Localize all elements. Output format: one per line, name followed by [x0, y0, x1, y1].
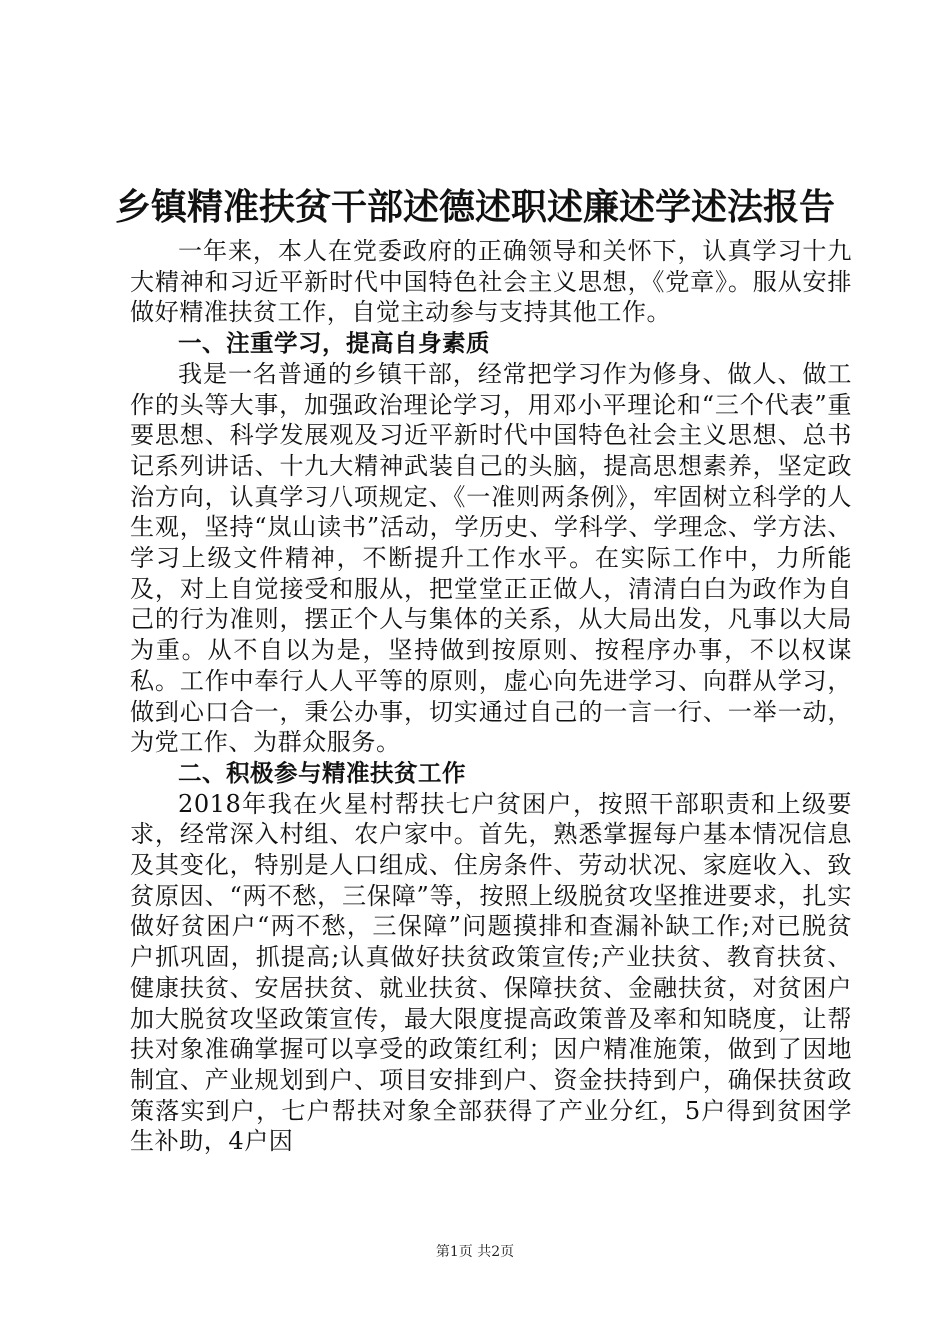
- section-paragraph-1: 我是一名普通的乡镇干部，经常把学习作为修身、做人、做工作的头等大事，加强政治理论学习，用邓小平理论和“三个代表”重要思想、科学发展观及习近平新时代中国特色社会主义思想、总书记系列讲话、十九大精神武装自己的头脑，提高思想素养，坚定政治方向，认真学习八项规定、《一准则两条例》，牢固树立科学的人生观，坚持“岚山读书”活动，学历史、学科学、学理念、学方法、学习上级文件精神，不断提升工作水平。在实际工作中，力所能及，对上自觉接受和服从，把堂堂正正做人，清清白白为政作为自己的行为准则，摆正个人与集体的关系，从大局出发，凡事以大局为重。从不自以为是，坚持做到按原则、按程序办事，不以权谋私。工作中奉行人人平等的原则，虚心向先进学习、向群从学习，做到心口合一，秉公办事，切实通过自己的一言一行、一举一动，为党工作、为群众服务。: [130, 359, 852, 757]
- section-heading-1: 一、注重学习，提高自身素质: [178, 329, 490, 358]
- document-title: 乡镇精准扶贫干部述德述职述廉述学述法报告: [114, 187, 835, 228]
- section-paragraph-2: 2018年我在火星村帮扶七户贫困户，按照干部职责和上级要求，经常深入村组、农户家中。首先，熟悉掌握每户基本情况信息及其变化，特别是人口组成、住房条件、劳动状况、家庭收入、致贫原因、“两不愁，三保障”等，按照上级脱贫攻坚推进要求，扎实做好贫困户“两不愁，三保障”问题摸排和查漏补缺工作;对已脱贫户抓巩固，抓提高;认真做好扶贫政策宣传;产业扶贫、教育扶贫、健康扶贫、安居扶贫、就业扶贫、保障扶贫、金融扶贫，对贫困户加大脱贫攻坚政策宣传，最大限度提高政策普及率和知晓度，让帮扶对象准确掌握可以享受的政策红利；因户精准施策，做到了因地制宜、产业规划到户、项目安排到户、资金扶持到户，确保扶贫政策落实到户，七户帮扶对象全部获得了产业分红，5户得到贫困学生补助，4户因: [130, 789, 852, 1156]
- page-number-footer: 第1页 共2页: [435, 1244, 515, 1260]
- intro-paragraph: 一年来，本人在党委政府的正确领导和关怀下，认真学习十九大精神和习近平新时代中国特色社会主义思想，《党章》。服从安排做好精准扶贫工作，自觉主动参与支持其他工作。: [130, 237, 852, 327]
- document-body: [130, 236, 852, 1157]
- section-heading-2: 二、积极参与精准扶贫工作: [178, 758, 466, 787]
